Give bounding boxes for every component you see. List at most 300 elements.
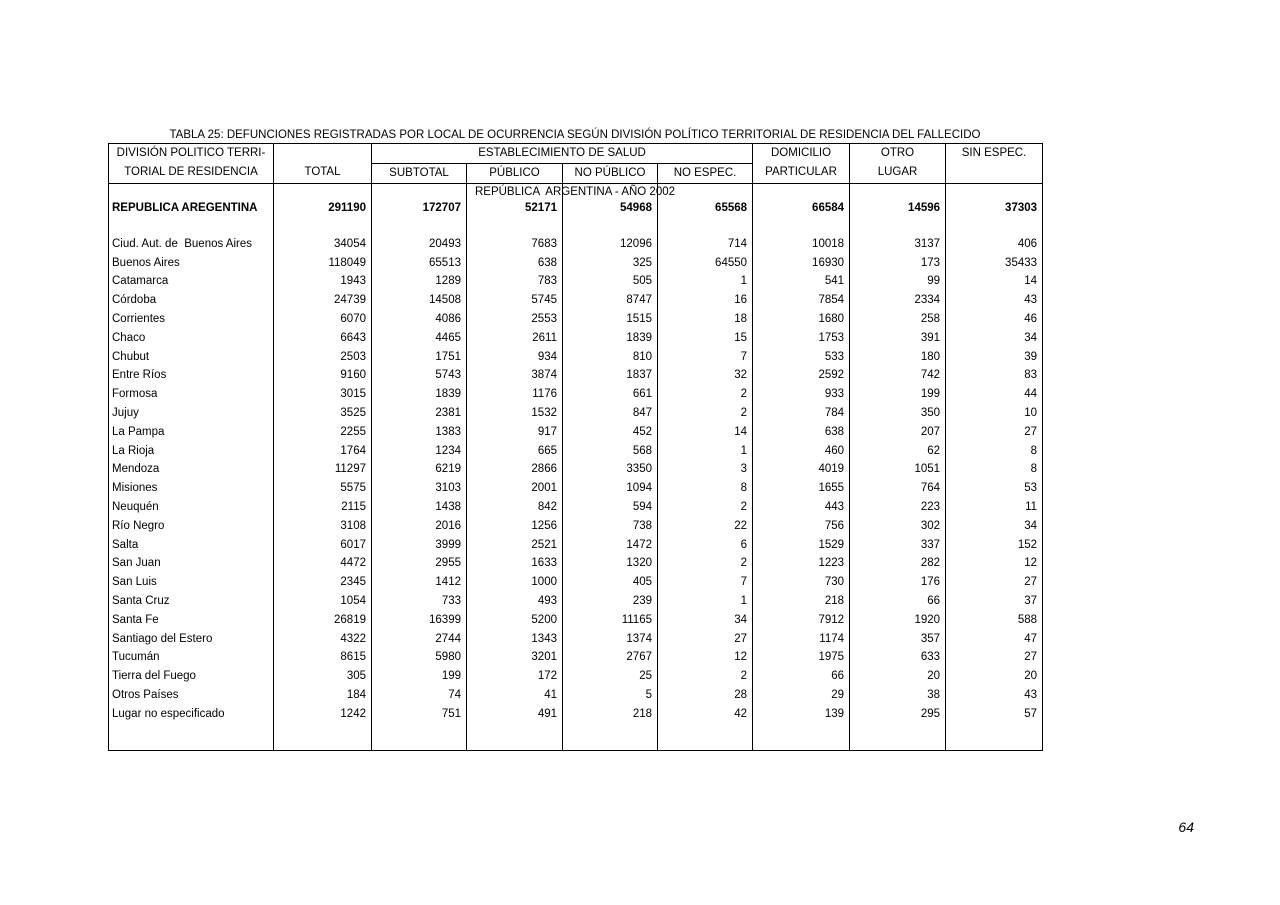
cell-value: 27 bbox=[946, 648, 1043, 667]
table-row bbox=[109, 291, 1043, 310]
table-row bbox=[109, 329, 1043, 348]
cell-value: 37 bbox=[946, 592, 1043, 611]
cell-value: 742 bbox=[850, 366, 946, 385]
cell-value: 633 bbox=[850, 648, 946, 667]
cell-value: 22 bbox=[658, 517, 753, 536]
cell-value: 184 bbox=[274, 686, 372, 705]
cell-value: 20 bbox=[850, 667, 946, 686]
row-label: Tierra del Fuego bbox=[109, 667, 274, 686]
cell-value: 1176 bbox=[467, 385, 563, 404]
cell-value: 1051 bbox=[850, 460, 946, 479]
cell-value: 665 bbox=[467, 442, 563, 461]
header-publico: PÚBLICO bbox=[467, 164, 563, 184]
spacer-cell bbox=[850, 184, 946, 200]
row-label: Lugar no especificado bbox=[109, 705, 274, 724]
cell-value: 43 bbox=[946, 291, 1043, 310]
header-otro-lugar: OTRO LUGAR bbox=[850, 144, 946, 184]
cell-value: 5745 bbox=[467, 291, 563, 310]
cell-value: 1054 bbox=[274, 592, 372, 611]
cell-value: 568 bbox=[563, 442, 658, 461]
table-row bbox=[109, 554, 1043, 573]
cell-value: 784 bbox=[753, 404, 850, 423]
statistics-table bbox=[108, 143, 1043, 751]
table-row bbox=[109, 460, 1043, 479]
cell-value: 1839 bbox=[372, 385, 467, 404]
cell-value: 1515 bbox=[563, 310, 658, 329]
cell-value: 1529 bbox=[753, 536, 850, 555]
table-row bbox=[109, 648, 1043, 667]
spacer-cell bbox=[372, 724, 467, 751]
table-row bbox=[109, 630, 1043, 649]
cell-value: 3525 bbox=[274, 404, 372, 423]
cell-value: 83 bbox=[946, 366, 1043, 385]
header-sin-espec: SIN ESPEC. bbox=[946, 144, 1043, 184]
table-row bbox=[109, 385, 1043, 404]
cell-value: 74 bbox=[372, 686, 467, 705]
cell-value: 47 bbox=[946, 630, 1043, 649]
cell-value: 32 bbox=[658, 366, 753, 385]
spacer-cell bbox=[753, 218, 850, 235]
cell-value: 3874 bbox=[467, 366, 563, 385]
cell-value: 64550 bbox=[658, 254, 753, 273]
spacer-cell bbox=[658, 184, 753, 200]
row-label: Río Negro bbox=[109, 517, 274, 536]
table-row bbox=[109, 517, 1043, 536]
table-row bbox=[109, 667, 1043, 686]
cell-value: 594 bbox=[563, 498, 658, 517]
row-label: San Luis bbox=[109, 573, 274, 592]
cell-value: 2255 bbox=[274, 423, 372, 442]
cell-value: 14508 bbox=[372, 291, 467, 310]
cell-value: 258 bbox=[850, 310, 946, 329]
cell-value: 2767 bbox=[563, 648, 658, 667]
cell-value: 1753 bbox=[753, 329, 850, 348]
spacer-cell bbox=[850, 218, 946, 235]
cell-value: 34 bbox=[658, 611, 753, 630]
cell-value: 3999 bbox=[372, 536, 467, 555]
row-label: Catamarca bbox=[109, 272, 274, 291]
cell-value: 44 bbox=[946, 385, 1043, 404]
cell-value: 1 bbox=[658, 442, 753, 461]
cell-value: 5743 bbox=[372, 366, 467, 385]
table-row bbox=[109, 611, 1043, 630]
cell-value: 5 bbox=[563, 686, 658, 705]
cell-value: 2381 bbox=[372, 404, 467, 423]
spacer-cell bbox=[946, 724, 1043, 751]
cell-value: 1633 bbox=[467, 554, 563, 573]
cell-value: 35433 bbox=[946, 254, 1043, 273]
table-row bbox=[109, 254, 1043, 273]
cell-value: 6017 bbox=[274, 536, 372, 555]
cell-value: 493 bbox=[467, 592, 563, 611]
cell-value: 118049 bbox=[274, 254, 372, 273]
cell-value: 11297 bbox=[274, 460, 372, 479]
cell-value: 53 bbox=[946, 479, 1043, 498]
cell-value: 10018 bbox=[753, 235, 850, 254]
spacer-cell bbox=[563, 218, 658, 235]
cell-value: 638 bbox=[753, 423, 850, 442]
row-label: REPUBLICA AREGENTINA bbox=[109, 199, 274, 218]
cell-value: 661 bbox=[563, 385, 658, 404]
row-label: Santa Cruz bbox=[109, 592, 274, 611]
cell-value: 783 bbox=[467, 272, 563, 291]
cell-value: 638 bbox=[467, 254, 563, 273]
cell-value: 7 bbox=[658, 348, 753, 367]
cell-value: 1234 bbox=[372, 442, 467, 461]
table-row bbox=[109, 573, 1043, 592]
cell-value: 20 bbox=[946, 667, 1043, 686]
table-header bbox=[109, 144, 1043, 184]
cell-value: 4086 bbox=[372, 310, 467, 329]
cell-value: 756 bbox=[753, 517, 850, 536]
cell-value: 357 bbox=[850, 630, 946, 649]
spacer-cell bbox=[658, 724, 753, 751]
cell-value: 3108 bbox=[274, 517, 372, 536]
cell-value: 239 bbox=[563, 592, 658, 611]
spacer-cell bbox=[753, 184, 850, 200]
cell-value: 1680 bbox=[753, 310, 850, 329]
cell-value: 2115 bbox=[274, 498, 372, 517]
cell-value: 20493 bbox=[372, 235, 467, 254]
row-label: Chubut bbox=[109, 348, 274, 367]
cell-value: 8615 bbox=[274, 648, 372, 667]
row-label: Mendoza bbox=[109, 460, 274, 479]
cell-value: 207 bbox=[850, 423, 946, 442]
cell-value: 1839 bbox=[563, 329, 658, 348]
row-label: Neuquén bbox=[109, 498, 274, 517]
cell-value: 7912 bbox=[753, 611, 850, 630]
cell-value: 7854 bbox=[753, 291, 850, 310]
cell-value: 16399 bbox=[372, 611, 467, 630]
cell-value: 14 bbox=[946, 272, 1043, 291]
header-total: TOTAL bbox=[274, 144, 372, 184]
cell-value: 1094 bbox=[563, 479, 658, 498]
table-row bbox=[109, 479, 1043, 498]
cell-value: 1 bbox=[658, 272, 753, 291]
cell-value: 2521 bbox=[467, 536, 563, 555]
cell-value: 180 bbox=[850, 348, 946, 367]
cell-value: 4322 bbox=[274, 630, 372, 649]
row-label: Corrientes bbox=[109, 310, 274, 329]
spacer-cell bbox=[563, 184, 658, 200]
cell-value: 52171 bbox=[467, 199, 563, 218]
cell-value: 27 bbox=[658, 630, 753, 649]
cell-value: 2744 bbox=[372, 630, 467, 649]
cell-value: 16 bbox=[658, 291, 753, 310]
table-title: TABLA 25: DEFUNCIONES REGISTRADAS POR LOCAL DE OCURRENCIA SEGÚN DIVISIÓN POLÍTICO TERRITORIAL DE RESIDENCIA DEL FALLECIDO bbox=[169, 129, 981, 141]
cell-value: 1 bbox=[658, 592, 753, 611]
cell-value: 291190 bbox=[274, 199, 372, 218]
cell-value: 11165 bbox=[563, 611, 658, 630]
cell-value: 15 bbox=[658, 329, 753, 348]
row-label: La Pampa bbox=[109, 423, 274, 442]
cell-value: 2592 bbox=[753, 366, 850, 385]
row-label: Buenos Aires bbox=[109, 254, 274, 273]
row-label: Formosa bbox=[109, 385, 274, 404]
cell-value: 1764 bbox=[274, 442, 372, 461]
cell-value: 66 bbox=[850, 592, 946, 611]
table-row bbox=[109, 348, 1043, 367]
cell-value: 1289 bbox=[372, 272, 467, 291]
table-row bbox=[109, 366, 1043, 385]
cell-value: 5575 bbox=[274, 479, 372, 498]
spacer-cell bbox=[274, 184, 372, 200]
spacer-row bbox=[109, 724, 1043, 751]
cell-value: 16930 bbox=[753, 254, 850, 273]
cell-value: 66 bbox=[753, 667, 850, 686]
cell-value: 764 bbox=[850, 479, 946, 498]
spacer-cell bbox=[372, 218, 467, 235]
row-label: Córdoba bbox=[109, 291, 274, 310]
spacer-cell bbox=[274, 218, 372, 235]
cell-value: 24739 bbox=[274, 291, 372, 310]
table-row bbox=[109, 404, 1043, 423]
cell-value: 1532 bbox=[467, 404, 563, 423]
cell-value: 1472 bbox=[563, 536, 658, 555]
cell-value: 588 bbox=[946, 611, 1043, 630]
cell-value: 99 bbox=[850, 272, 946, 291]
cell-value: 6643 bbox=[274, 329, 372, 348]
cell-value: 43 bbox=[946, 686, 1043, 705]
cell-value: 14 bbox=[658, 423, 753, 442]
cell-value: 29 bbox=[753, 686, 850, 705]
cell-value: 6070 bbox=[274, 310, 372, 329]
cell-value: 2503 bbox=[274, 348, 372, 367]
cell-value: 751 bbox=[372, 705, 467, 724]
cell-value: 199 bbox=[850, 385, 946, 404]
spacer-cell bbox=[467, 724, 563, 751]
cell-value: 491 bbox=[467, 705, 563, 724]
spacer-cell bbox=[109, 218, 274, 235]
cell-value: 34 bbox=[946, 517, 1043, 536]
row-label: San Juan bbox=[109, 554, 274, 573]
cell-value: 460 bbox=[753, 442, 850, 461]
row-label: Chaco bbox=[109, 329, 274, 348]
cell-value: 2001 bbox=[467, 479, 563, 498]
spacer-cell bbox=[658, 218, 753, 235]
cell-value: 34054 bbox=[274, 235, 372, 254]
cell-value: 1174 bbox=[753, 630, 850, 649]
cell-value: 350 bbox=[850, 404, 946, 423]
cell-value: 452 bbox=[563, 423, 658, 442]
header-subtotal: SUBTOTAL bbox=[372, 164, 467, 184]
cell-value: 11 bbox=[946, 498, 1043, 517]
cell-value: 12096 bbox=[563, 235, 658, 254]
cell-value: 37303 bbox=[946, 199, 1043, 218]
cell-value: 714 bbox=[658, 235, 753, 254]
country-total-row bbox=[109, 199, 1043, 218]
cell-value: 54968 bbox=[563, 199, 658, 218]
cell-value: 1751 bbox=[372, 348, 467, 367]
cell-value: 6219 bbox=[372, 460, 467, 479]
cell-value: 1343 bbox=[467, 630, 563, 649]
cell-value: 12 bbox=[946, 554, 1043, 573]
cell-value: 14596 bbox=[850, 199, 946, 218]
table-row bbox=[109, 705, 1043, 724]
cell-value: 66584 bbox=[753, 199, 850, 218]
cell-value: 152 bbox=[946, 536, 1043, 555]
cell-value: 847 bbox=[563, 404, 658, 423]
cell-value: 218 bbox=[563, 705, 658, 724]
row-label: Entre Ríos bbox=[109, 366, 274, 385]
spacer-cell bbox=[946, 218, 1043, 235]
table-row bbox=[109, 423, 1043, 442]
cell-value: 1975 bbox=[753, 648, 850, 667]
spacer-cell bbox=[753, 724, 850, 751]
cell-value: 4472 bbox=[274, 554, 372, 573]
cell-value: 8747 bbox=[563, 291, 658, 310]
row-label: Santa Fe bbox=[109, 611, 274, 630]
spacer-cell bbox=[563, 724, 658, 751]
row-label: Santiago del Estero bbox=[109, 630, 274, 649]
cell-value: 2866 bbox=[467, 460, 563, 479]
cell-value: 199 bbox=[372, 667, 467, 686]
spacer-cell bbox=[109, 724, 274, 751]
header-row-1 bbox=[109, 144, 1043, 164]
cell-value: 325 bbox=[563, 254, 658, 273]
header-division-territorial: DIVISIÓN POLITICO TERRI- TORIAL DE RESIDENCIA bbox=[109, 144, 274, 184]
cell-value: 305 bbox=[274, 667, 372, 686]
cell-value: 934 bbox=[467, 348, 563, 367]
cell-value: 4465 bbox=[372, 329, 467, 348]
cell-value: 2 bbox=[658, 667, 753, 686]
cell-value: 3201 bbox=[467, 648, 563, 667]
cell-value: 9160 bbox=[274, 366, 372, 385]
cell-value: 139 bbox=[753, 705, 850, 724]
cell-value: 7 bbox=[658, 573, 753, 592]
cell-value: 733 bbox=[372, 592, 467, 611]
table-row bbox=[109, 235, 1043, 254]
row-label: La Rioja bbox=[109, 442, 274, 461]
cell-value: 1920 bbox=[850, 611, 946, 630]
cell-value: 5200 bbox=[467, 611, 563, 630]
cell-value: 176 bbox=[850, 573, 946, 592]
cell-value: 28 bbox=[658, 686, 753, 705]
cell-value: 2 bbox=[658, 385, 753, 404]
cell-value: 173 bbox=[850, 254, 946, 273]
cell-value: 223 bbox=[850, 498, 946, 517]
cell-value: 1256 bbox=[467, 517, 563, 536]
cell-value: 57 bbox=[946, 705, 1043, 724]
cell-value: 3103 bbox=[372, 479, 467, 498]
cell-value: 810 bbox=[563, 348, 658, 367]
cell-value: 1943 bbox=[274, 272, 372, 291]
row-label: Tucumán bbox=[109, 648, 274, 667]
cell-value: 3 bbox=[658, 460, 753, 479]
spacer-cell bbox=[467, 184, 563, 200]
spacer-row bbox=[109, 218, 1043, 235]
table-row bbox=[109, 498, 1043, 517]
cell-value: 12 bbox=[658, 648, 753, 667]
spacer-cell bbox=[850, 724, 946, 751]
cell-value: 3350 bbox=[563, 460, 658, 479]
cell-value: 39 bbox=[946, 348, 1043, 367]
cell-value: 46 bbox=[946, 310, 1043, 329]
row-label: Jujuy bbox=[109, 404, 274, 423]
cell-value: 337 bbox=[850, 536, 946, 555]
table-row bbox=[109, 536, 1043, 555]
row-label: Misiones bbox=[109, 479, 274, 498]
cell-value: 505 bbox=[563, 272, 658, 291]
cell-value: 6 bbox=[658, 536, 753, 555]
cell-value: 1000 bbox=[467, 573, 563, 592]
cell-value: 26819 bbox=[274, 611, 372, 630]
header-no-publico: NO PÚBLICO bbox=[563, 164, 658, 184]
header-establecimiento-group: ESTABLECIMIENTO DE SALUD bbox=[372, 144, 753, 164]
cell-value: 933 bbox=[753, 385, 850, 404]
cell-value: 2553 bbox=[467, 310, 563, 329]
cell-value: 2955 bbox=[372, 554, 467, 573]
cell-value: 1655 bbox=[753, 479, 850, 498]
cell-value: 8 bbox=[946, 442, 1043, 461]
cell-value: 1383 bbox=[372, 423, 467, 442]
cell-value: 295 bbox=[850, 705, 946, 724]
cell-value: 2611 bbox=[467, 329, 563, 348]
cell-value: 4019 bbox=[753, 460, 850, 479]
spacer-cell bbox=[372, 184, 467, 200]
cell-value: 2016 bbox=[372, 517, 467, 536]
row-label: Salta bbox=[109, 536, 274, 555]
cell-value: 27 bbox=[946, 423, 1043, 442]
cell-value: 917 bbox=[467, 423, 563, 442]
spacer-cell bbox=[109, 184, 274, 200]
cell-value: 41 bbox=[467, 686, 563, 705]
table-subtitle: REPÚBLICA ARGENTINA - AÑO 2002 bbox=[474, 186, 676, 198]
table-body bbox=[109, 184, 1043, 751]
cell-value: 172 bbox=[467, 667, 563, 686]
cell-value: 2345 bbox=[274, 573, 372, 592]
cell-value: 10 bbox=[946, 404, 1043, 423]
cell-value: 533 bbox=[753, 348, 850, 367]
cell-value: 302 bbox=[850, 517, 946, 536]
cell-value: 27 bbox=[946, 573, 1043, 592]
spacer-cell bbox=[946, 184, 1043, 200]
cell-value: 8 bbox=[658, 479, 753, 498]
cell-value: 2 bbox=[658, 498, 753, 517]
cell-value: 34 bbox=[946, 329, 1043, 348]
cell-value: 1223 bbox=[753, 554, 850, 573]
header-no-espec: NO ESPEC. bbox=[658, 164, 753, 184]
cell-value: 1837 bbox=[563, 366, 658, 385]
cell-value: 1242 bbox=[274, 705, 372, 724]
spacer-cell bbox=[274, 724, 372, 751]
row-label: Otros Países bbox=[109, 686, 274, 705]
cell-value: 65568 bbox=[658, 199, 753, 218]
cell-value: 62 bbox=[850, 442, 946, 461]
cell-value: 391 bbox=[850, 329, 946, 348]
cell-value: 730 bbox=[753, 573, 850, 592]
cell-value: 842 bbox=[467, 498, 563, 517]
cell-value: 406 bbox=[946, 235, 1043, 254]
cell-value: 8 bbox=[946, 460, 1043, 479]
cell-value: 18 bbox=[658, 310, 753, 329]
table-row bbox=[109, 272, 1043, 291]
spacer-row bbox=[109, 184, 1043, 200]
cell-value: 2334 bbox=[850, 291, 946, 310]
cell-value: 405 bbox=[563, 573, 658, 592]
table-row bbox=[109, 592, 1043, 611]
cell-value: 65513 bbox=[372, 254, 467, 273]
table-row bbox=[109, 442, 1043, 461]
cell-value: 42 bbox=[658, 705, 753, 724]
cell-value: 25 bbox=[563, 667, 658, 686]
cell-value: 1320 bbox=[563, 554, 658, 573]
cell-value: 218 bbox=[753, 592, 850, 611]
cell-value: 1374 bbox=[563, 630, 658, 649]
spacer-cell bbox=[467, 218, 563, 235]
cell-value: 1438 bbox=[372, 498, 467, 517]
cell-value: 738 bbox=[563, 517, 658, 536]
